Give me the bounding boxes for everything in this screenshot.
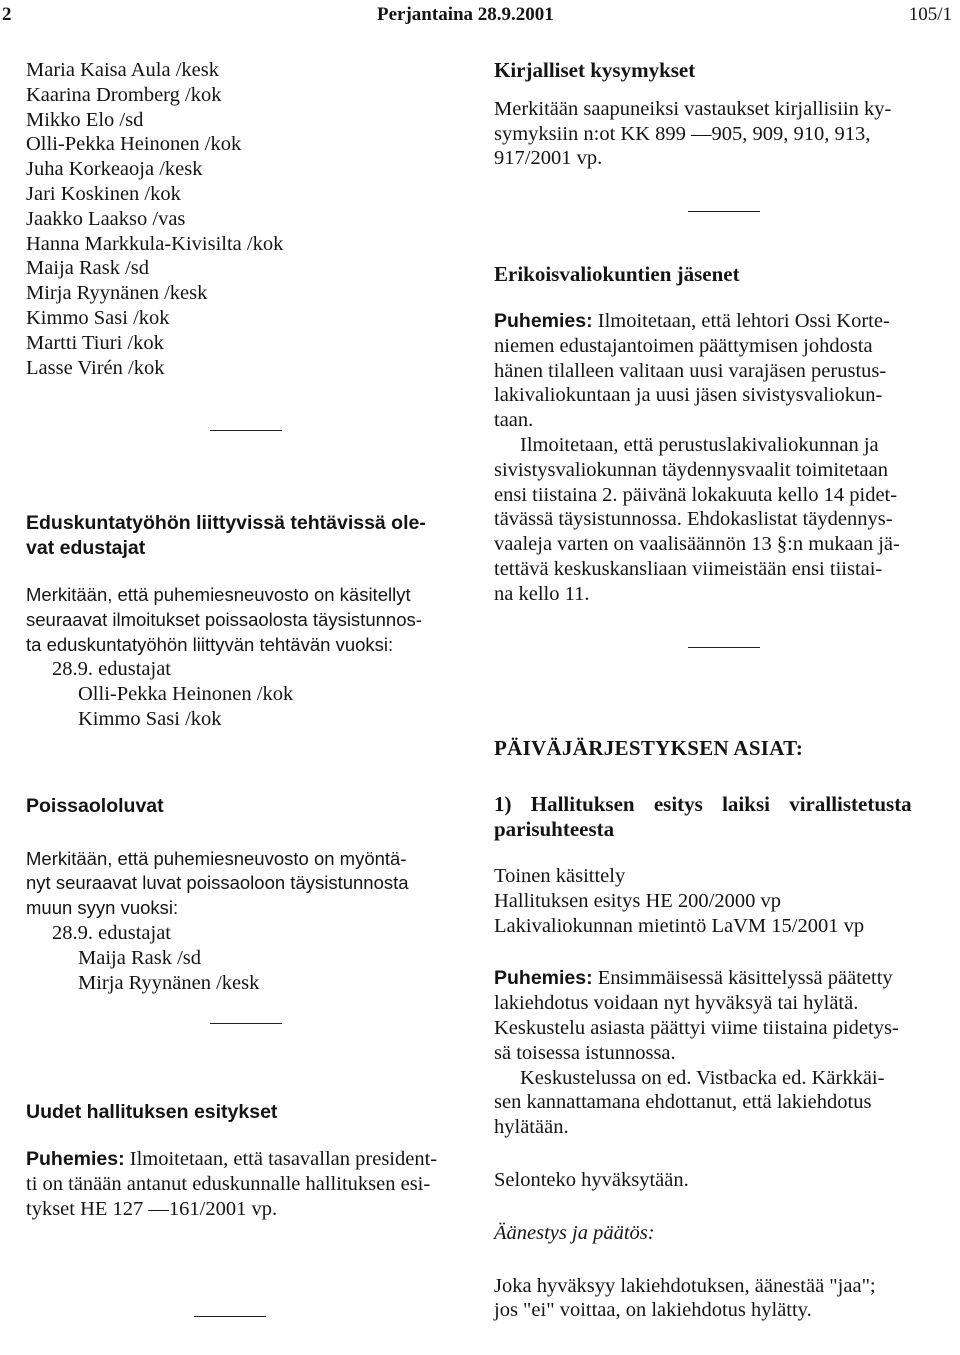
committee-report: Lakivaliokunnan mietintö LaVM 15/2001 vp	[494, 914, 865, 937]
agenda-item-body: Puhemies: Ensimmäisessä käsittelyssä päätetty lakiehdotus voidaan nyt hyväksyä tai hylätä. Keskustelu asiasta päättyi viime tiistaina pidetys- sä toisessa istunnossa. Keskustelussa on ed. Vistbacka ed. Kärkkäi- sen kannattamana ehdottanut, että lakiehdotus hylätään.	[494, 967, 899, 1139]
speaker-label: Puhemies:	[494, 309, 593, 332]
member-name: Hanna Markkula-Kivisilta /kok	[26, 232, 284, 255]
member-name: Kaarina Dromberg /kok	[26, 83, 222, 106]
agenda-heading: PÄIVÄJÄRJESTYKSEN ASIAT:	[494, 735, 804, 760]
reading-stage: Toinen käsittely	[494, 864, 626, 887]
section-title-eduskuntatyo: Eduskuntatyöhön liittyvissä tehtävissä ole- vat edustajat	[26, 512, 426, 560]
left-column	[26, 58, 466, 1222]
page-header	[2, 0, 952, 30]
member-name: Kimmo Sasi /kok	[26, 306, 170, 329]
section-title-hallituksen-esitykset: Uudet hallituksen esitykset	[26, 1101, 278, 1124]
sheet-number: 105/1	[908, 4, 952, 25]
member-name: Mirja Ryynänen /kesk	[26, 282, 208, 305]
report-accepted: Selonteko hyväksytään.	[494, 1168, 689, 1191]
page-number: 2	[2, 4, 12, 25]
member-name: Maija Rask /sd	[26, 257, 149, 280]
section-title-kirjalliset: Kirjalliset kysymykset	[494, 58, 696, 82]
absent-name: Olli-Pekka Heinonen /kok	[78, 683, 294, 706]
absent-name: Maija Rask /sd	[78, 946, 201, 969]
section-body-poissaololuvat: Merkitään, että puhemiesneuvosto on myöntä- nyt seuraavat luvat poissaoloon täysistunnosta muun syyn vuoksi:	[26, 847, 409, 919]
date-label: 28.9. edustajat	[52, 658, 171, 681]
section-divider	[194, 1316, 266, 1317]
bill-reference: Hallituksen esitys HE 200/2000 vp	[494, 889, 781, 912]
member-name: Olli-Pekka Heinonen /kok	[26, 133, 242, 156]
session-date: Perjantaina 28.9.2001	[377, 4, 554, 25]
section-body-kirjalliset: Merkitään saapuneiksi vastaukset kirjallisiin ky- symyksiin n:ot KK 899 —905, 909, 910, 913, 917/2001 vp.	[494, 97, 892, 170]
vote-instructions: Joka hyväksyy lakiehdotuksen, äänestää "jaa"; jos "ei" voittaa, on lakiehdotus hylätty.	[494, 1274, 876, 1322]
absent-name: Mirja Ryynänen /kesk	[78, 971, 260, 994]
member-name: Maria Kaisa Aula /kesk	[26, 59, 219, 81]
right-column	[494, 58, 954, 1323]
member-name: Lasse Virén /kok	[26, 356, 165, 379]
agenda-item-meta	[494, 864, 954, 938]
section-body-erikoisvaliokunnat: Puhemies: Ilmoitetaan, että lehtori Ossi Korte- niemen edustajantoimen päättymisen johdosta hänen tilalleen valitaan uusi varajäsen perustus- lakivaliokuntaan ja uusi jäsen sivistysvaliokun- taan. Ilmoitetaan, että perustuslakivaliokunnan ja sivistysvaliokunnan täydennysvaalit toimitetaan ensi tiistaina 2. päivänä lokakuuta kello 14 pidet- tävässä täysistunnossa. Ehdokaslistat täydennys- vaaleja varten on vaalisäännön 13 §:n mukaan jä- tettävä keskuskansliaan viimeistään ensi tiistai- na kello 11.	[494, 309, 900, 605]
agenda-item-title: 1) Hallituksen esitys laiksi virallistetusta parisuhteesta	[494, 792, 912, 842]
member-list	[26, 58, 466, 380]
section-body-hallituksen-esitykset: Puhemies: Ilmoitetaan, että tasavallan president- ti on tänään antanut eduskunnalle hallituksen esi- tykset HE 127 —161/2001 vp.	[26, 1148, 438, 1220]
section-title-poissaololuvat: Poissaololuvat	[26, 794, 164, 817]
member-name: Juha Korkeaoja /kesk	[26, 158, 203, 181]
member-name: Mikko Elo /sd	[26, 108, 144, 131]
member-name: Martti Tiuri /kok	[26, 331, 164, 354]
date-label: 28.9. edustajat	[52, 921, 171, 944]
speaker-label: Puhemies:	[26, 1148, 125, 1171]
section-title-erikoisvaliokunnat: Erikoisvaliokuntien jäsenet	[494, 262, 740, 287]
absent-name: Kimmo Sasi /kok	[78, 707, 222, 730]
member-name: Jaakko Laakso /vas	[26, 207, 186, 230]
member-name: Jari Koskinen /kok	[26, 182, 181, 205]
speaker-label: Puhemies:	[494, 967, 593, 990]
section-body-eduskuntatyo: Merkitään, että puhemiesneuvosto on käsitellyt seuraavat ilmoitukset poissaolosta täysistunnos- ta eduskuntatyöhön liittyvän tehtävän vuoksi:	[26, 583, 422, 655]
vote-heading: Äänestys ja päätös:	[494, 1221, 655, 1244]
